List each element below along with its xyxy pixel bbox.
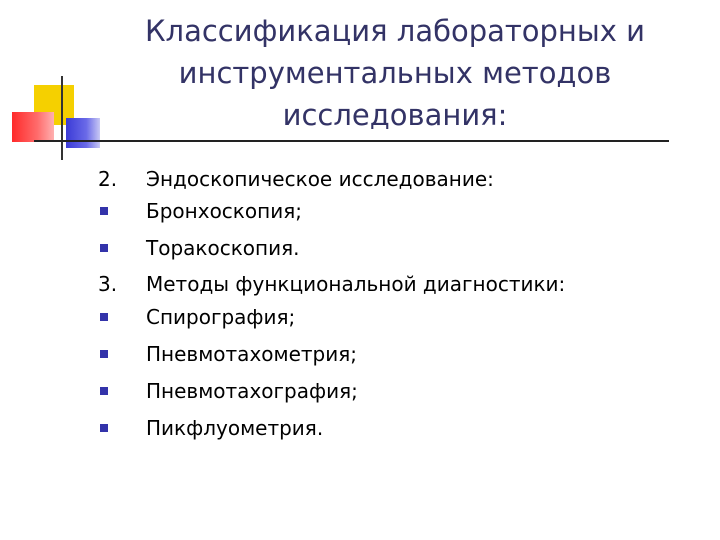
- list-item: [98, 415, 678, 441]
- list-item-text: Бронхоскопия;: [146, 199, 302, 223]
- list-item: [98, 304, 678, 330]
- section-heading-text: Эндоскопическое исследование:: [146, 167, 494, 191]
- square-bullet-icon: [100, 207, 108, 215]
- square-bullet-icon: [100, 350, 108, 358]
- slide-title: Классификация лабораторных и инструментальных методов исследования:: [144, 14, 646, 132]
- blue-square-decoration: [66, 118, 100, 148]
- square-bullet-icon: [100, 244, 108, 252]
- red-square-decoration: [12, 112, 54, 142]
- title-underline-rule: [34, 140, 669, 142]
- section-heading: [98, 166, 678, 192]
- section-number: 2.: [98, 167, 118, 191]
- square-bullet-icon: [100, 424, 108, 432]
- section-number: 3.: [98, 272, 118, 296]
- list-item-text: Торакоскопия.: [146, 236, 300, 260]
- list-item: [98, 198, 678, 224]
- list-item: [98, 235, 678, 261]
- list-item-text: Пикфлуометрия.: [146, 416, 324, 440]
- list-item: [98, 341, 678, 367]
- list-item-text: Пневмотахометрия;: [146, 342, 358, 366]
- slide-body: [98, 166, 678, 452]
- vertical-rule: [61, 76, 63, 160]
- list-item-text: Спирография;: [146, 305, 296, 329]
- section-heading: [98, 272, 678, 298]
- square-bullet-icon: [100, 313, 108, 321]
- section-heading-text: Методы функциональной диагностики:: [146, 272, 566, 296]
- square-bullet-icon: [100, 387, 108, 395]
- list-item: [98, 378, 678, 404]
- list-item-text: Пневмотахография;: [146, 379, 358, 403]
